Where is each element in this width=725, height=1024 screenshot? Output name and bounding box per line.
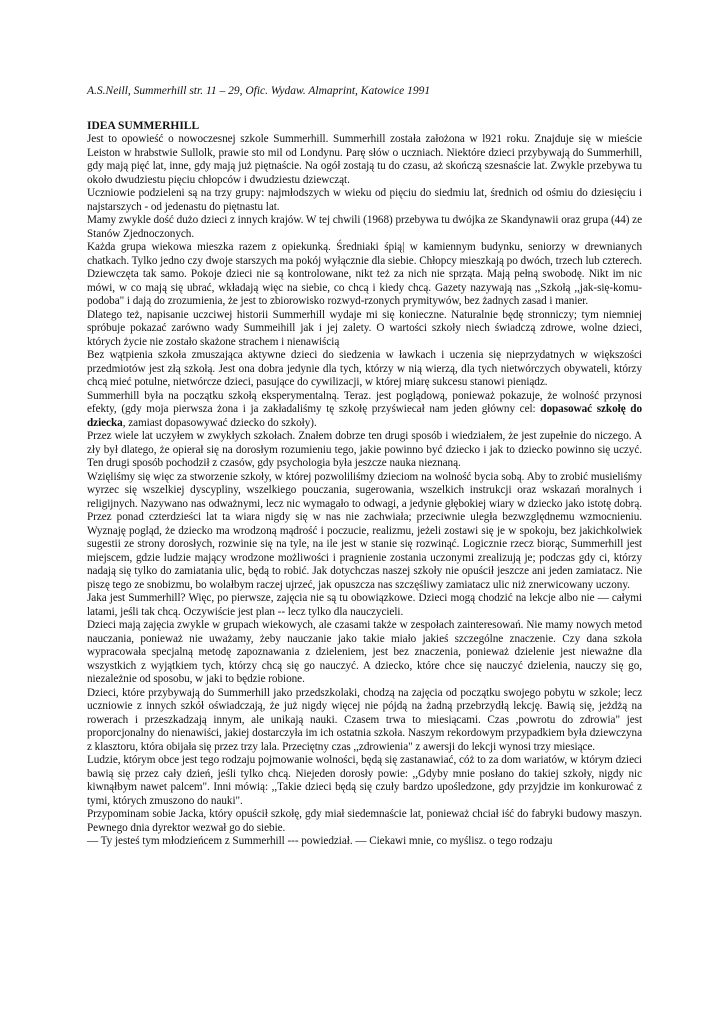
paragraph: Przypominam sobie Jacka, który opuścił szkołę, gdy miał siedemnaście lat, ponieważ chciał iść do fabryki budowy maszyn. Pewnego dnia dyrektor wezwał go do siebie. [87,808,642,834]
paragraph: Bez wątpienia szkoła zmuszająca aktywne dzieci do siedzenia w ławkach i uczenia się nieprzydatnych w większości przedmiotów jest złą szkołą. Jest ona dobra jedynie dla tych, którzy w nią wierzą, dla tych nietwórczych obywateli, którzy chcą mieć potulne, nietwórcze dzieci, pasujące do cywilizacji, w której miarę sukcesu stanowi pieniądz. [87,349,642,388]
paragraph: Wzięliśmy się więc za stworzenie szkoły, w której pozwoliliśmy dzieciom na wolność bycia sobą. Aby to zrobić musieliśmy wyrzec się wszelkiej dyscypliny, wszelkiego pouczania, sugerowania, wszelkich instrukcji oraz wskazań moralnych i religijnych. Nazywano nas odważnymi, lecz nic wymagało to odwagi, a jedynie głębokiej wiary w dziecko jako istotę dobrą. Przez ponad czterdzieści lat ta wiara nigdy się w nas nie zachwiała; przeciwnie uległa bezwzględnemu wzmocnieniu. Wyznaję pogląd, że dziecko ma wrodzoną mądrość i poczucie, realizmu, jeżeli zostawi się je w spokoju, bez jakichkolwiek sugestii ze strony dorosłych, rozwinie się na tyle, na ile jest w stanie się rozwinąć. Logicznie rzecz biorąc, Summerhill jest miejscem, gdzie ludzie mający wrodzone możliwości i pragnienie zostania uczonymi zrealizują je; podczas gdy ci, którzy nadają się tylko do zamiatania ulic, będą to robić. Jak dotychczas naszej szkoły nie opuścił jeszcze ani jeden zamiatacz. Nie piszę tego ze snobizmu, bo wolałbym raczej ujrzeć, jak opuszcza nas szczęśliwy zamiatacz ulic niż znerwicowany uczony. [87,470,642,591]
citation: A.S.Neill, Summerhill str. 11 – 29, Ofic. Wydaw. Almaprint, Katowice 1991 [87,85,431,97]
paragraph: Jaka jest Summerhill? Więc, po pierwsze, zajęcia nie są tu obowiązkowe. Dzieci mogą chodzić na lekcje albo nie — całymi latami, jeśli tak chcą. Oczywiście jest plan -- lecz tylko dla nauczycieli. [87,592,642,618]
bold-phrase: dopasować szkołę do dziecka [87,403,643,429]
paragraph: Każda grupa wiekowa mieszka razem z opiekunką. Średniaki śpią| w kamiennym budynku, seniorzy w drewnianych chatkach. Tylko jedno czy dwoje starszych ma pokój wyłącznie dla siebie. Chłopcy mieszkają po dwóch, trzech lub czterech. Dziewczęta tak samo. Pokoje dzieci nie są kontrolowane, nikt też za nich nie sprząta. Mają pełną swobodę. Nikt im nic mówi, w co mają się ubrać, wkładają więc na siebie, co chcą i kiedy chcą. Gazety nazywają nas ,,Szkołą ,,jak-się-komu-podoba" i dają do zrozumienia, że jest to zbiorowisko rozwyd-rzonych prymitywów, bez żadnych zasad i manier. [87,241,642,307]
paragraph: Summerhill była na początku szkołą eksperymentalną. Teraz. jest poglądową, ponieważ pokazuje, że wolność przynosi efekty, (gdy moja pierwsza żona i ja zakładaliśmy tę szkołę przyświecał nam jeden główny cel: dopasować szkołę do dziecka, zamiast dopasowywać dziecko do szkoły). [87,389,643,429]
paragraph: Mamy zwykle dość dużo dzieci z innych krajów. W tej chwili (1968) przebywa tu dwójka ze Skandynawii oraz grupa (44) ze Stanów Zjednoczonych. [87,214,642,240]
paragraph: — Ty jesteś tym młodzieńcem z Summerhill --- powiedział. — Ciekawi mnie, co myślisz. o tego rodzaju [87,835,553,847]
paragraph: Uczniowie podzieleni są na trzy grupy: najmłodszych w wieku od pięciu do siedmiu lat, średnich od ośmiu do dziesięciu i najstarszych - od jedenastu do piętnastu lat. [87,187,642,213]
paragraph: Przez wiele lat uczyłem w zwykłych szkołach. Znałem dobrze ten drugi sposób i wiedziałem, że jest zupełnie do niczego. A zły był dlatego, że opierał się na dorosłym rozumieniu tego, jakie powinno być dziecko i jak to dziecko powinno się uczyć. Ten drugi sposób pochodził z czasów, gdy psychologia była jeszcze nauka nieznaną. [87,430,642,469]
paragraph: Dlatego też, napisanie uczciwej historii Summerhill wydaje mi się konieczne. Naturalnie będę stronniczy; tym niemniej spróbuje pokazać zarówno wady Summeihill jak i jej zalety. O wartości szkoły niech świadczą zdrowe, wolne dzieci, których życie nie zostało skażone strachem i nienawiścią [87,308,642,348]
paragraph: Jest to opowieść o nowoczesnej szkole Summerhill. Summerhill została założona w l921 roku. Znajduje się w mieście Leiston w hrabstwie Sullolk, prawie sto mil od Londynu. Parę słów o uczniach. Niektóre dzieci przybywają do Summerhill, gdy mają pięć lat, inne, gdy mają już piętnaście. Na ogół zostają tu do czasu, aż skończą szesnaście lat. Zwykle przebywa tu około dwudziestu pięciu chłopców i dwudziestu dziewcząt. [87,133,642,186]
document-body [87,133,642,849]
document-page [87,84,642,849]
document-title: IDEA SUMMERHILL [87,120,200,132]
paragraph: Ludzie, którym obce jest tego rodzaju pojmowanie wolności, będą się zastanawiać, cóż to za dom wariatów, w którym dzieci bawią się przez cały dzień, jeśli tylko chcą. Niejeden dorosły powie: ,,Gdyby mnie posłano do takiej szkoły, nigdy nic kiwnąłbym nawet palcem". Inni mówią: ,,Takie dzieci będą się czuły bardzo upośledzone, gdy przyjdzie im konkurować z tymi, których zmuszono do nauki". [87,754,642,807]
paragraph: Dzieci, które przybywają do Summerhill jako przedszkolaki, chodzą na zajęcia od początku swojego pobytu w szkole; lecz uczniowie z innych szkół oświadczają, że już nigdy więcej nie pójdą na żadną przebrzydłą lekcję. Bawią się, jeżdżą na rowerach i przeszkadzają innym, ale unikają nauki. Czasem trwa to miesiącami. Czas ,powrotu do zdrowia" jest proporcjonalny do nienawiści, jakiej dostarczyła im ich ostatnia szkoła. Naszym rekordowym przypadkiem była dziewczyna z klasztoru, która obijała się przez trzy lala. Przeciętny czas ,,zdrowienia" z awersji do lekcji wynosi trzy miesiące. [87,686,642,753]
paragraph: Dzieci mają zajęcia zwykle w grupach wiekowych, ale czasami także w zespołach zainteresowań. Nie mamy nowych metod nauczania, ponieważ nie uważamy, żeby nauczanie jako takie miało jakieś szczególne znaczenie. Czy dana szkoła wypracowała specjalną metodę zapoznawania z dzieleniem, jest bez znaczenia, ponieważ dzielenie jest nieważne dla wszystkich z wyjątkiem tych, którzy chcą się go nauczyć. A dziecko, które chce się nauczyć dzielenia, nauczy się go, niezależnie od sposobu, w jaki to będzie robione. [87,619,642,685]
